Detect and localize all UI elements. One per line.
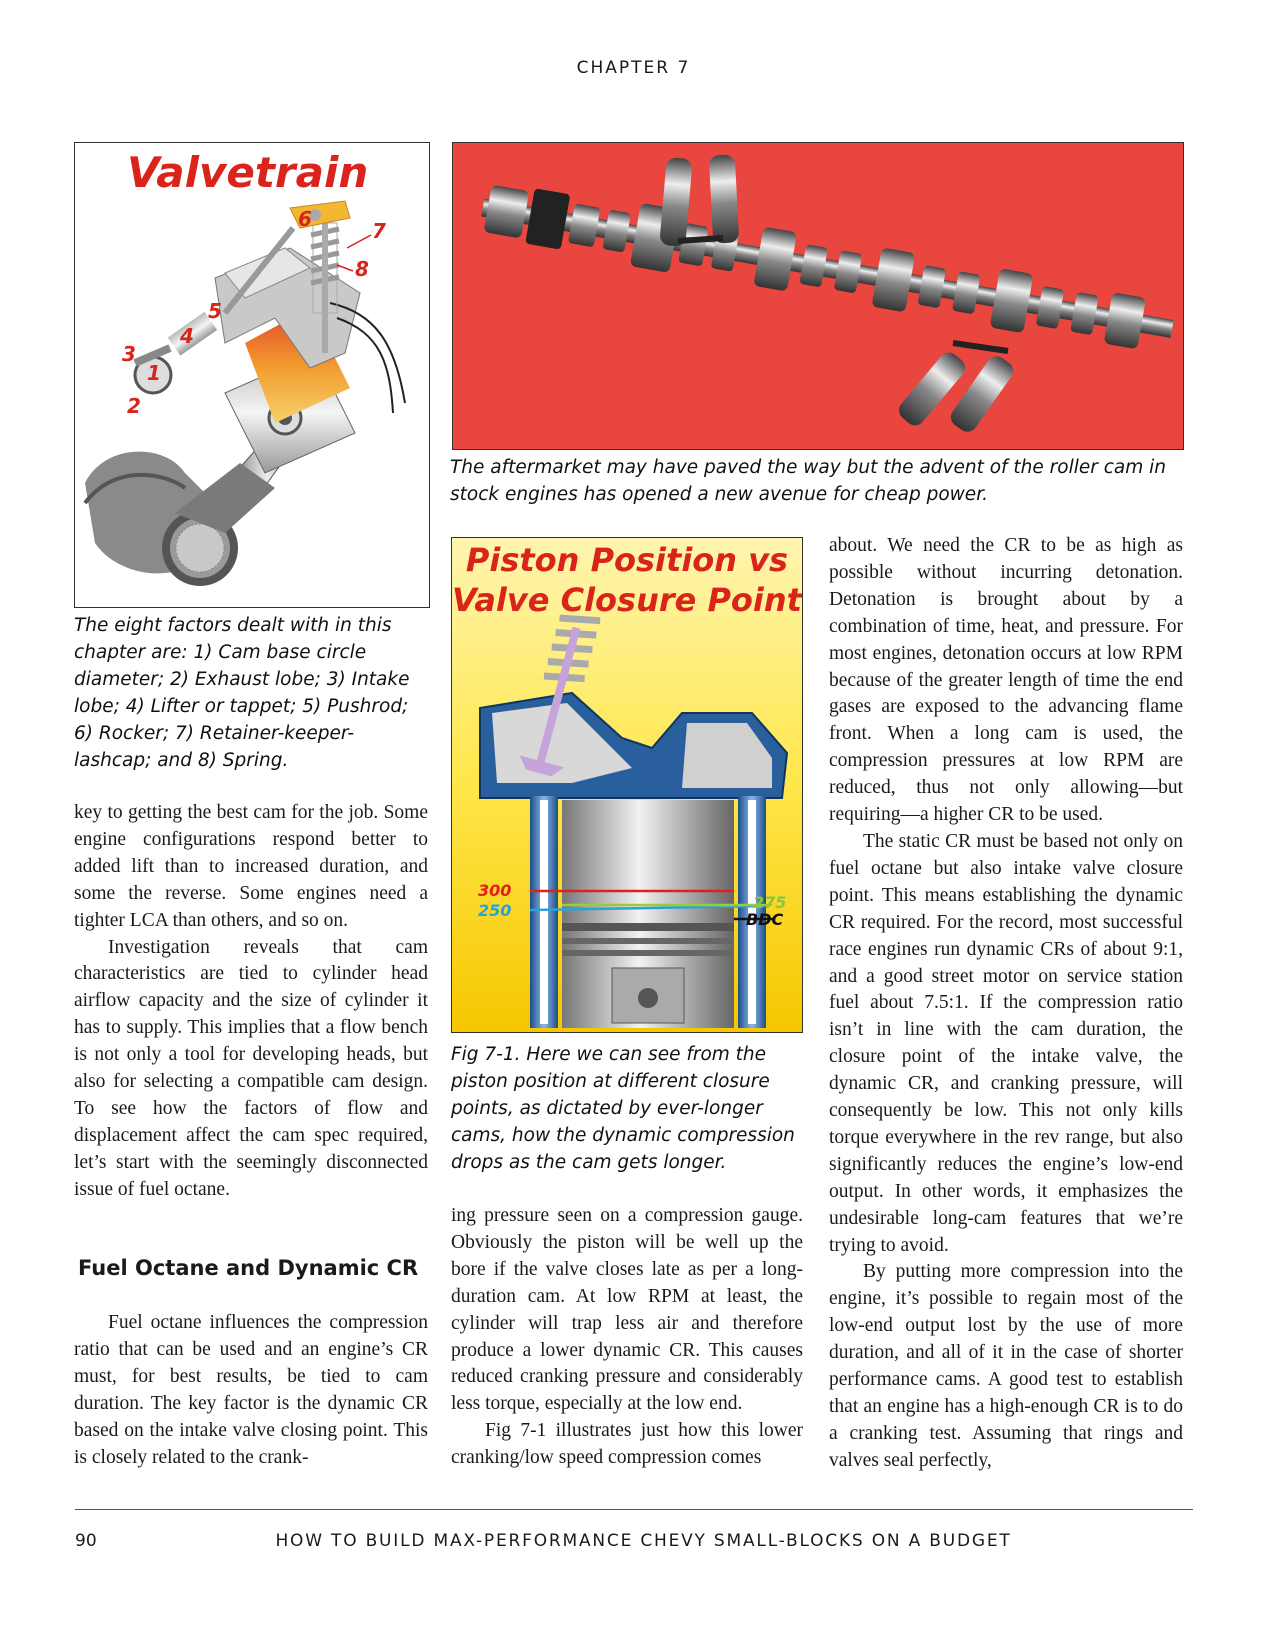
col1-paragraph-1: key to getting the best cam for the job. Some engine configurations respond better to added lift than to increased duration, and some the reverse. Some engines need a tighter LCA than others, and so on. <box>74 802 428 931</box>
piston-title-line2: Valve Closure Point <box>452 581 802 619</box>
label-3: 3 <box>122 342 136 366</box>
label-8: 8 <box>355 257 369 281</box>
label-300: 300 <box>478 881 512 900</box>
col3-paragraph-2: The static CR must be based not only on fuel octane but also intake valve closure point. This means establishing the dynamic CR required. For the record, most successful race engines run dynamic CRs of about 9:1, and a good street motor on service station fuel about 7.5:1. If the compression ratio isn’t in line with the cam duration, the closure point of the intake valve, the dynamic CR, and cranking pressure, will consequently be low. This not only kills torque everywhere in the rev range, but also significantly reduces the engine’s low-end output. In other words, it emphasizes the undesirable long-cam features that we’re trying to avoid. <box>829 830 1183 1256</box>
label-bdc: BDC <box>746 910 784 929</box>
label-1: 1 <box>147 361 161 385</box>
col2-paragraph-1: ing pressure seen on a compression gauge. Obviously the piston will be well up the bore if the valve closes late as per a long-duration cam. At low RPM at least, the cylinder will trap less air and therefore produce a lower dynamic CR. This causes reduced cranking pressure and considerably less torque, especially at the low end. <box>451 1205 803 1415</box>
piston-title-line1: Piston Position vs <box>465 541 789 579</box>
roller-cam-caption: The aftermarket may have paved the way but the advent of the roller cam in stock engines has opened a new avenue for cheap power. <box>450 457 1167 505</box>
roller-cam-photo <box>452 142 1184 450</box>
piston-figure-caption: Fig 7-1. Here we can see from the piston position at different closure points, as dictated by ever-longer cams, how the dynamic compression drops as the cam gets longer. <box>451 1044 795 1173</box>
label-7: 7 <box>372 219 386 243</box>
page-number: 90 <box>75 1531 97 1551</box>
valvetrain-illustration <box>75 143 429 607</box>
col1-paragraph-2: Investigation reveals that cam characteristics are tied to cylinder head airflow capacity and the size of cylinder it has to supply. This implies that a flow bench is not only a tool for developing heads, but also for selecting a compatible cam design. To see how the factors of flow and displacement affect the cam spec required, let’s start with the seemingly disconnected issue of fuel octane. <box>74 936 428 1200</box>
column-1-top <box>74 800 428 1204</box>
label-5: 5 <box>208 299 222 323</box>
col3-paragraph-3: By putting more compression into the engine, it’s possible to regain most of the low-end output lost by the use of more duration, and all of it in the case of shorter performance cams. A good test to establish that an engine has a high-enough CR is to do a cranking test. Assuming that rings and valves seal perfectly, <box>829 1261 1183 1471</box>
chapter-header: CHAPTER 7 <box>576 58 691 78</box>
footer-rule <box>75 1509 1193 1510</box>
valvetrain-figure <box>74 142 430 608</box>
col3-paragraph-1: about. We need the CR to be as high as possible without incurring detonation. Detonation is brought about by a combination of time, heat, and pressure. For most engines, detonation occurs at low RPM because of the greater length of time the end gases are exposed to the advancing flame front. When a long cam is used, the compression pressures at low RPM are reduced, thus not only allowing—but requiring—a higher CR to be used. <box>829 535 1183 826</box>
column-1-bottom <box>74 1310 428 1471</box>
label-4: 4 <box>180 324 194 348</box>
col1-paragraph-3: Fuel octane influences the compression ratio that can be used and an engine’s CR must, for best results, be tied to cam duration. The key factor is the dynamic CR based on the intake valve closing point. This is closely related to the crank- <box>74 1312 428 1468</box>
label-6: 6 <box>298 207 312 231</box>
label-250: 250 <box>478 901 512 920</box>
valvetrain-caption: The eight factors dealt with in this chapter are: 1) Cam base circle diameter; 2) Exhaust lobe; 3) Intake lobe; 4) Lifter or tappet; 5) Pushrod; 6) Rocker; 7) Retainer-keeper-lashcap; and 8) Spring. <box>74 615 410 771</box>
col2-paragraph-2: Fig 7-1 illustrates just how this lower cranking/low speed compression comes <box>451 1420 803 1469</box>
piston-position-figure <box>451 537 803 1033</box>
column-3 <box>829 533 1183 1475</box>
column-2 <box>451 1203 803 1472</box>
roller-cam-illustration <box>453 143 1183 449</box>
section-heading: Fuel Octane and Dynamic CR <box>78 1256 419 1280</box>
label-275: 275 <box>753 893 787 912</box>
valvetrain-title: Valvetrain <box>127 148 369 197</box>
running-title: HOW TO BUILD MAX-PERFORMANCE CHEVY SMALL-BLOCKS ON A BUDGET <box>275 1531 1012 1551</box>
label-2: 2 <box>127 394 141 418</box>
piston-position-illustration <box>452 538 802 1032</box>
